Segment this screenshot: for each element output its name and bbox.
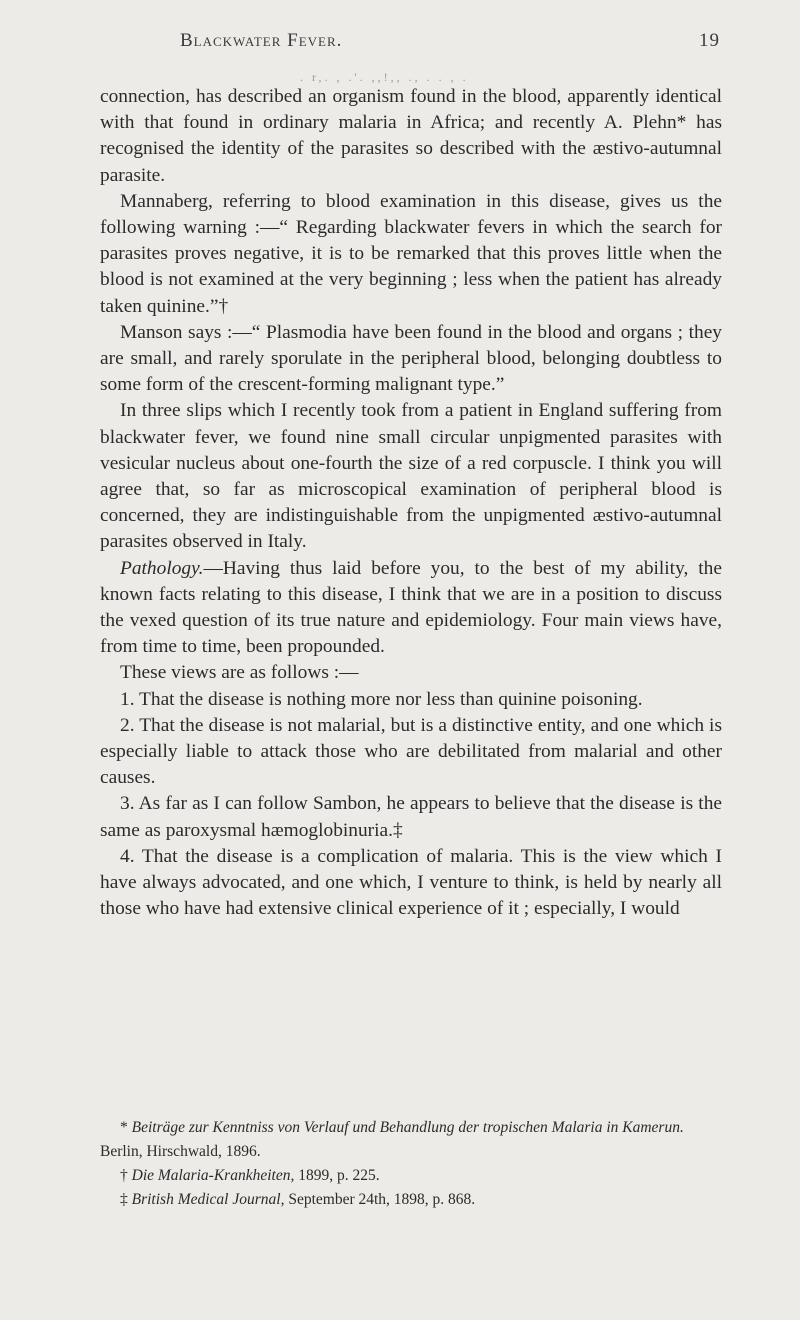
view-3: 3. As far as I can follow Sambon, he appears to believe that the disease is the same as paroxysmal hæmoglobinuria.‡ <box>100 793 722 841</box>
page-number: 19 <box>699 30 720 51</box>
views-intro: These views are as follows :— <box>120 662 359 684</box>
view-2: 2. That the disease is not malarial, but is a distinctive entity, and one which is especially liable to attack those who are debilitated from malarial and other causes. <box>100 714 722 789</box>
footnote-title: Beiträge zur Kenntniss von Verlauf und Behandlung der tropischen Malaria in Kamerun. <box>131 1119 684 1136</box>
stray-marks: . r,. , .'. ,,!,, ., . . , . <box>300 70 469 84</box>
footnote-title: British Medical Journal, <box>131 1191 285 1208</box>
footnote-mark: † <box>120 1167 132 1184</box>
footnote-rest: Berlin, Hirschwald, 1896. <box>100 1143 261 1160</box>
page-header <box>180 30 720 52</box>
view-4: 4. That the disease is a complication of malaria. This is the view which I have always advocated, and one which, I venture to think, is held by nearly all those who have had extensive clinical experience of it ; especially, I would <box>100 845 722 920</box>
view-1: 1. That the disease is nothing more nor less than quinine poisoning. <box>120 688 643 710</box>
footnote-2 <box>100 1164 722 1188</box>
pathology-text: —Having thus laid before you, to the best of my ability, the known facts relating to this disease, I think that we are in a position to discuss the vexed question of its true nature and epidemiology. Four main views have, from time to time, been propounded. <box>100 557 722 658</box>
paragraph-2: Mannaberg, referring to blood examination in this disease, gives us the following warning :—“ Regarding blackwater fevers in which the search for parasites proves negative, it is to be remarked that this proves little when the blood is not examined at the very beginning ; less when the patient has already taken quinine.”† <box>100 190 722 317</box>
footnote-rest: September 24th, 1898, p. 868. <box>284 1191 476 1208</box>
running-head: Blackwater Fever. <box>180 30 343 51</box>
paragraph-1: connection, has described an organism found in the blood, apparently identical with that found in ordinary malaria in Africa; and recently A. Plehn* has recognised the identity of the parasites so described with the æstivo-autumnal parasite. <box>100 86 722 186</box>
footnote-mark: ‡ <box>120 1191 132 1208</box>
body-text <box>100 84 722 923</box>
footnote-1 <box>100 1116 722 1164</box>
footnotes <box>100 1116 722 1212</box>
footnote-3 <box>100 1188 722 1212</box>
footnote-mark: * <box>120 1119 132 1136</box>
paragraph-3: Manson says :—“ Plasmodia have been found in the blood and organs ; they are small, and rarely sporulate in the peripheral blood, belonging doubtless to some form of the crescent-forming malignant type.” <box>100 321 722 396</box>
footnote-rest: 1899, p. 225. <box>294 1167 380 1184</box>
footnote-title: Die Malaria-Krankheiten, <box>131 1167 295 1184</box>
pathology-paragraph <box>100 556 722 661</box>
pathology-heading: Pathology. <box>120 557 204 579</box>
paragraph-4: In three slips which I recently took from a patient in England suffering from blackwater fever, we found nine small circular unpigmented parasites with vesicular nucleus about one-fourth the size of a red corpuscle. I think you will agree that, so far as microscopical examination of peripheral blood is concerned, they are indistinguishable from the unpigmented æstivo-autumnal parasites observed in Italy. <box>100 400 722 553</box>
